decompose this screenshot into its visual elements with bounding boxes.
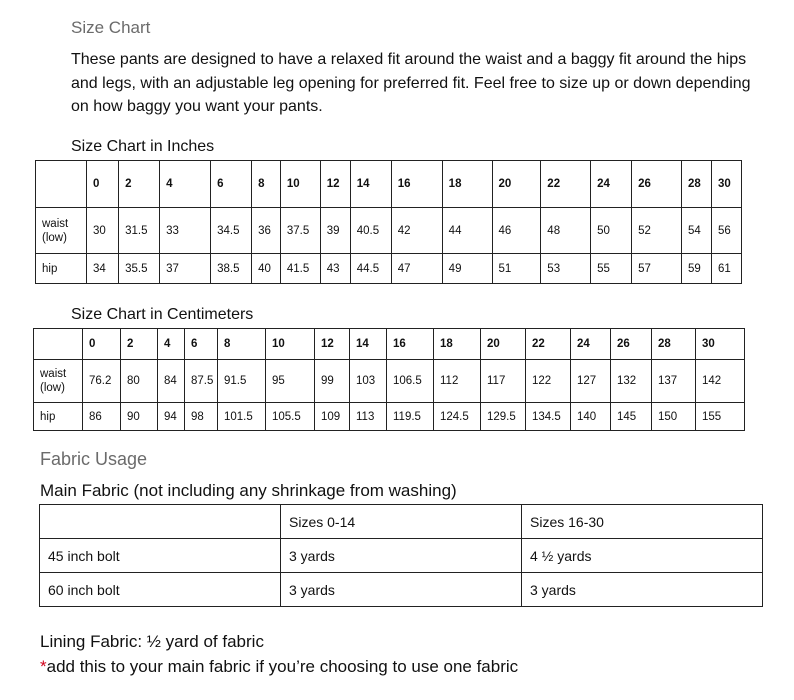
size-header-cell: 10 [280, 161, 320, 208]
fabric-cell: 45 inch bolt [40, 539, 281, 573]
size-header-cell: 18 [442, 161, 492, 208]
centimeters-size-table [33, 328, 745, 431]
measurement-value: 99 [315, 360, 350, 403]
size-header-cell: 2 [121, 329, 158, 360]
size-header-cell: 28 [682, 161, 712, 208]
measurement-value: 33 [160, 208, 211, 254]
size-header-cell: 0 [83, 329, 121, 360]
inches-caption: Size Chart in Inches [71, 138, 215, 155]
measurement-label: hip [34, 403, 83, 431]
size-header-cell: 18 [434, 329, 481, 360]
measurement-value: 57 [632, 254, 682, 284]
measurement-label: waist (low) [34, 360, 83, 403]
measurement-value: 124.5 [434, 403, 481, 431]
measurement-value: 59 [682, 254, 712, 284]
measurement-value: 155 [696, 403, 745, 431]
measurement-value: 109 [315, 403, 350, 431]
measurement-value: 40 [252, 254, 281, 284]
fabric-header-cell: Sizes 16-30 [522, 505, 763, 539]
size-header-row [34, 329, 745, 360]
measurement-value: 140 [571, 403, 611, 431]
measurement-label: waist (low) [36, 208, 87, 254]
measurement-value: 52 [632, 208, 682, 254]
measurement-value: 145 [611, 403, 652, 431]
measurement-value: 49 [442, 254, 492, 284]
measurement-value: 94 [158, 403, 185, 431]
measurement-value: 142 [696, 360, 745, 403]
size-header-cell: 22 [541, 161, 591, 208]
fabric-header-cell [40, 505, 281, 539]
measurement-value: 137 [652, 360, 696, 403]
measurement-value: 150 [652, 403, 696, 431]
measurement-value: 127 [571, 360, 611, 403]
measurement-value: 101.5 [218, 403, 266, 431]
size-header-cell: 0 [86, 161, 118, 208]
size-header-cell: 12 [320, 161, 350, 208]
measurement-row [36, 254, 742, 284]
size-header-row [36, 161, 742, 208]
size-header-cell: 16 [391, 161, 442, 208]
measurement-value: 38.5 [211, 254, 252, 284]
measurement-value: 106.5 [387, 360, 434, 403]
size-header-cell: 24 [591, 161, 632, 208]
measurement-value: 40.5 [350, 208, 391, 254]
size-header-cell: 6 [185, 329, 218, 360]
measurement-label: hip [36, 254, 87, 284]
measurement-value: 122 [526, 360, 571, 403]
inches-size-table [35, 160, 742, 284]
fabric-cell: 60 inch bolt [40, 573, 281, 607]
lining-fabric-text: Lining Fabric: ½ yard of fabric [40, 632, 264, 651]
measurement-value: 44.5 [350, 254, 391, 284]
measurement-value: 91.5 [218, 360, 266, 403]
fabric-cell: 3 yards [281, 539, 522, 573]
measurement-row [36, 208, 742, 254]
measurement-value: 86 [83, 403, 121, 431]
measurement-value: 50 [591, 208, 632, 254]
measurement-value: 54 [682, 208, 712, 254]
measurement-value: 34.5 [211, 208, 252, 254]
size-header-cell: 28 [652, 329, 696, 360]
measurement-value: 56 [711, 208, 741, 254]
fabric-note [40, 657, 518, 677]
fabric-cell: 3 yards [281, 573, 522, 607]
measurement-value: 36 [252, 208, 281, 254]
measurement-value: 76.2 [83, 360, 121, 403]
fabric-cell: 4 ½ yards [522, 539, 763, 573]
size-chart-title: Size Chart [71, 18, 151, 37]
measurement-value: 98 [185, 403, 218, 431]
size-header-cell: 12 [315, 329, 350, 360]
measurement-value: 119.5 [387, 403, 434, 431]
measurement-value: 30 [86, 208, 118, 254]
measurement-row [34, 360, 745, 403]
intro-paragraph: These pants are designed to have a relaxed fit around the waist and a baggy fit around the hips and legs, with an adjustable leg opening for preferred fit. Feel free to size up or down depending on how baggy you want your pants. [71, 51, 751, 115]
size-header-cell: 4 [160, 161, 211, 208]
measurement-value: 37.5 [280, 208, 320, 254]
size-header-cell: 22 [526, 329, 571, 360]
measurement-value: 105.5 [266, 403, 315, 431]
size-header-cell: 24 [571, 329, 611, 360]
measurement-value: 37 [160, 254, 211, 284]
measurement-value: 34 [86, 254, 118, 284]
size-header-cell: 10 [266, 329, 315, 360]
measurement-value: 90 [121, 403, 158, 431]
fabric-table [39, 504, 763, 607]
measurement-value: 48 [541, 208, 591, 254]
size-header-cell: 30 [696, 329, 745, 360]
measurement-value: 95 [266, 360, 315, 403]
size-header-cell: 8 [218, 329, 266, 360]
size-header-cell: 2 [119, 161, 160, 208]
measurement-value: 129.5 [481, 403, 526, 431]
measurement-value: 87.5 [185, 360, 218, 403]
size-header-cell: 26 [632, 161, 682, 208]
main-fabric-caption: Main Fabric (not including any shrinkage from washing) [40, 481, 457, 500]
measurement-value: 134.5 [526, 403, 571, 431]
measurement-value: 61 [711, 254, 741, 284]
fabric-cell: 3 yards [522, 573, 763, 607]
measurement-value: 55 [591, 254, 632, 284]
measurement-value: 42 [391, 208, 442, 254]
measurement-value: 44 [442, 208, 492, 254]
fabric-row [40, 539, 763, 573]
size-header-cell: 30 [711, 161, 741, 208]
measurement-value: 80 [121, 360, 158, 403]
measurement-value: 132 [611, 360, 652, 403]
corner-cell [36, 161, 87, 208]
measurement-value: 84 [158, 360, 185, 403]
measurement-value: 53 [541, 254, 591, 284]
fabric-header-row [40, 505, 763, 539]
measurement-value: 112 [434, 360, 481, 403]
measurement-value: 31.5 [119, 208, 160, 254]
measurement-value: 47 [391, 254, 442, 284]
fabric-header-cell: Sizes 0-14 [281, 505, 522, 539]
size-header-cell: 4 [158, 329, 185, 360]
size-header-cell: 20 [481, 329, 526, 360]
measurement-value: 43 [320, 254, 350, 284]
measurement-value: 51 [492, 254, 541, 284]
measurement-row [34, 403, 745, 431]
size-header-cell: 14 [350, 161, 391, 208]
measurement-value: 39 [320, 208, 350, 254]
fabric-usage-title: Fabric Usage [40, 449, 148, 469]
size-header-cell: 6 [211, 161, 252, 208]
size-header-cell: 26 [611, 329, 652, 360]
measurement-value: 41.5 [280, 254, 320, 284]
note-text: add this to your main fabric if you’re choosing to use one fabric [46, 657, 519, 676]
size-header-cell: 8 [252, 161, 281, 208]
note-asterisk: * [40, 657, 47, 676]
measurement-value: 117 [481, 360, 526, 403]
fabric-row [40, 573, 763, 607]
measurement-value: 35.5 [119, 254, 160, 284]
measurement-value: 103 [350, 360, 387, 403]
size-header-cell: 14 [350, 329, 387, 360]
size-header-cell: 20 [492, 161, 541, 208]
measurement-value: 46 [492, 208, 541, 254]
corner-cell [34, 329, 83, 360]
size-header-cell: 16 [387, 329, 434, 360]
centimeters-caption: Size Chart in Centimeters [71, 306, 254, 323]
measurement-value: 113 [350, 403, 387, 431]
